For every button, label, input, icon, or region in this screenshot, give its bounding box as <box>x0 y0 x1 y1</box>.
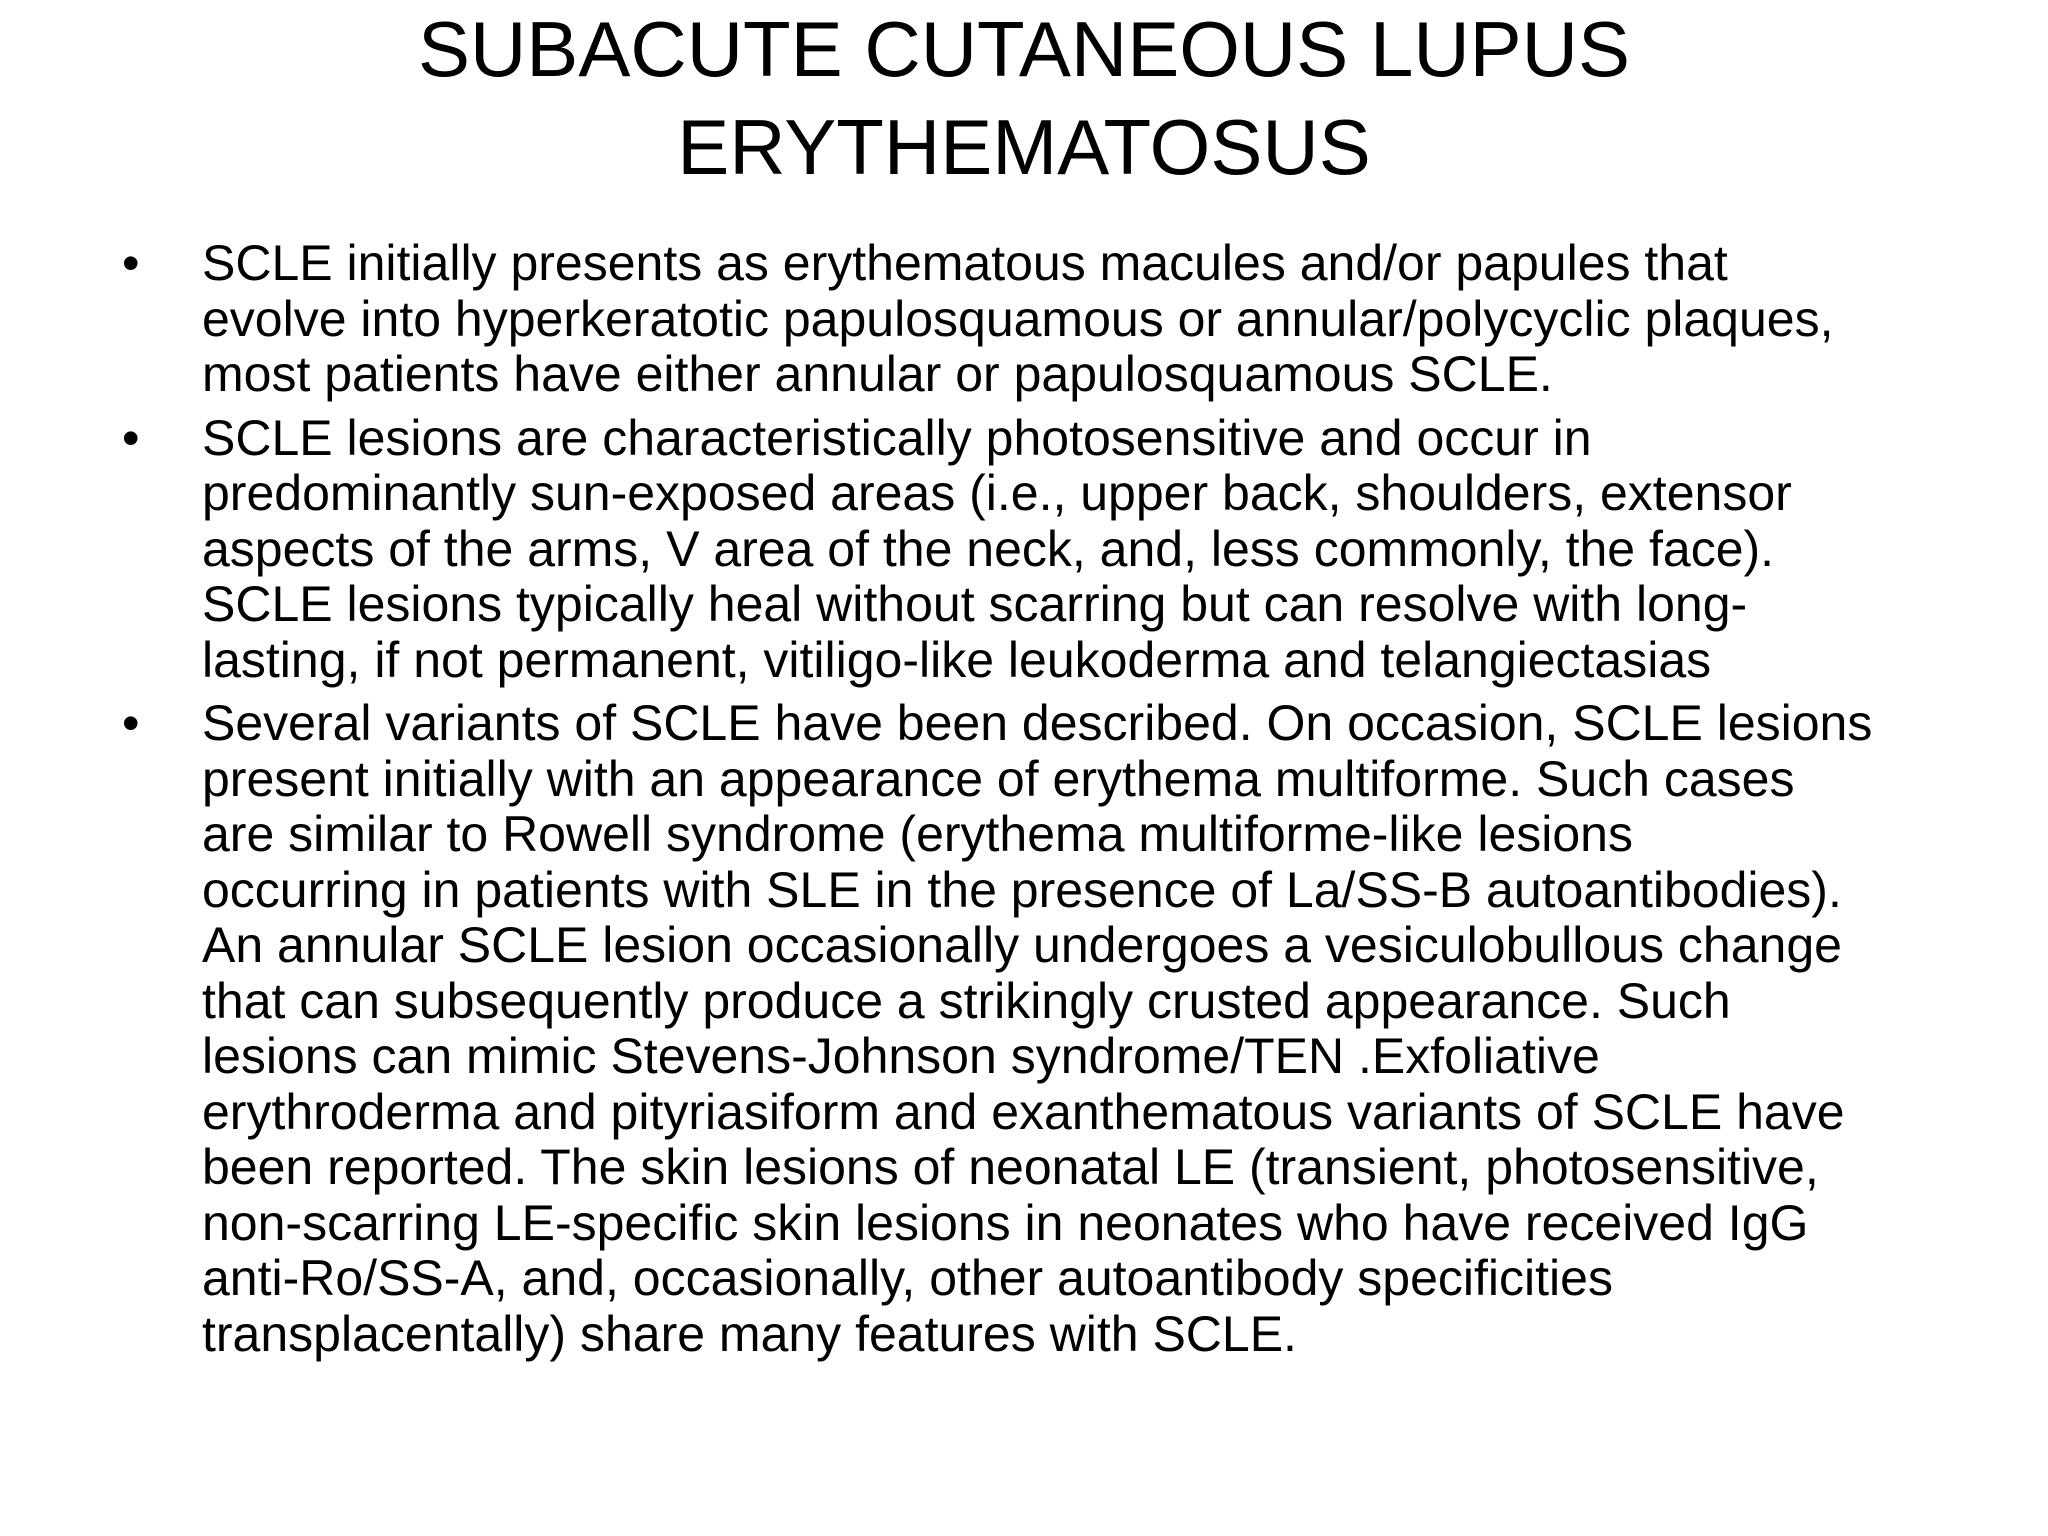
bullet-marker: • <box>122 695 140 751</box>
slide-title-line: ERYTHEMATOSUS <box>677 103 1371 191</box>
bullet-marker: • <box>122 235 140 291</box>
bullet-text-line: evolve into hyperkeratotic papulosquamous or annular/polycyclic plaques, <box>202 290 1834 347</box>
bullet-text-line: are similar to Rowell syndrome (erythema multiforme-like lesions <box>202 806 1633 862</box>
bullet-text-line: anti-Ro/SS-A, and, occasionally, other autoantibody specificities <box>202 1250 1613 1306</box>
bullet-text-line: aspects of the arms, V area of the neck, and, less commonly, the face). <box>202 520 1775 577</box>
bullet-text-line: An annular SCLE lesion occasionally undergoes a vesiculobullous change <box>202 917 1842 973</box>
bullet-text-line: occurring in patients with SLE in the presence of La/SS-B autoantibodies). <box>202 861 1842 918</box>
slide-title-line: SUBACUTE CUTANEOUS LUPUS <box>417 5 1631 93</box>
bullet-list <box>120 236 2000 1370</box>
bullet-text-line: lesions can mimic Stevens-Johnson syndrome/TEN .Exfoliative <box>202 1028 1600 1084</box>
bullet-item <box>120 411 2000 689</box>
bullet-text-line: predominantly sun-exposed areas (i.e., upper back, shoulders, extensor <box>202 465 1792 521</box>
bullet-item <box>120 696 2000 1362</box>
bullet-text-line: SCLE lesions are characteristically photosensitive and occur in <box>202 409 1592 466</box>
bullet-text-line: SCLE initially presents as erythematous macules and/or papules that <box>202 235 1728 291</box>
bullet-text-line: present initially with an appearance of erythema multiforme. Such cases <box>202 750 1795 807</box>
bullet-item <box>120 236 2000 403</box>
bullet-text-line: erythroderma and pityriasiform and exanthematous variants of SCLE have <box>202 1083 1845 1140</box>
bullet-text-line: lasting, if not permanent, vitiligo-like leukoderma and telangiectasias <box>202 631 1712 688</box>
bullet-text-line: most patients have either annular or papulosquamous SCLE. <box>202 346 1553 402</box>
bullet-text-line: Several variants of SCLE have been described. On occasion, SCLE lesions <box>202 695 1873 751</box>
bullet-text-line: non-scarring LE-specific skin lesions in neonates who have received IgG <box>202 1194 1809 1251</box>
bullet-text-line: SCLE lesions typically heal without scarring but can resolve with long- <box>202 576 1748 632</box>
bullet-text-line: been reported. The skin lesions of neonatal LE (transient, photosensitive, <box>202 1139 1819 1195</box>
bullet-marker: • <box>122 409 140 466</box>
slide-title <box>0 0 2048 196</box>
bullet-text-line: that can subsequently produce a strikingly crusted appearance. Such <box>202 972 1731 1029</box>
bullet-text-line: transplacentally) share many features with SCLE. <box>202 1305 1297 1362</box>
